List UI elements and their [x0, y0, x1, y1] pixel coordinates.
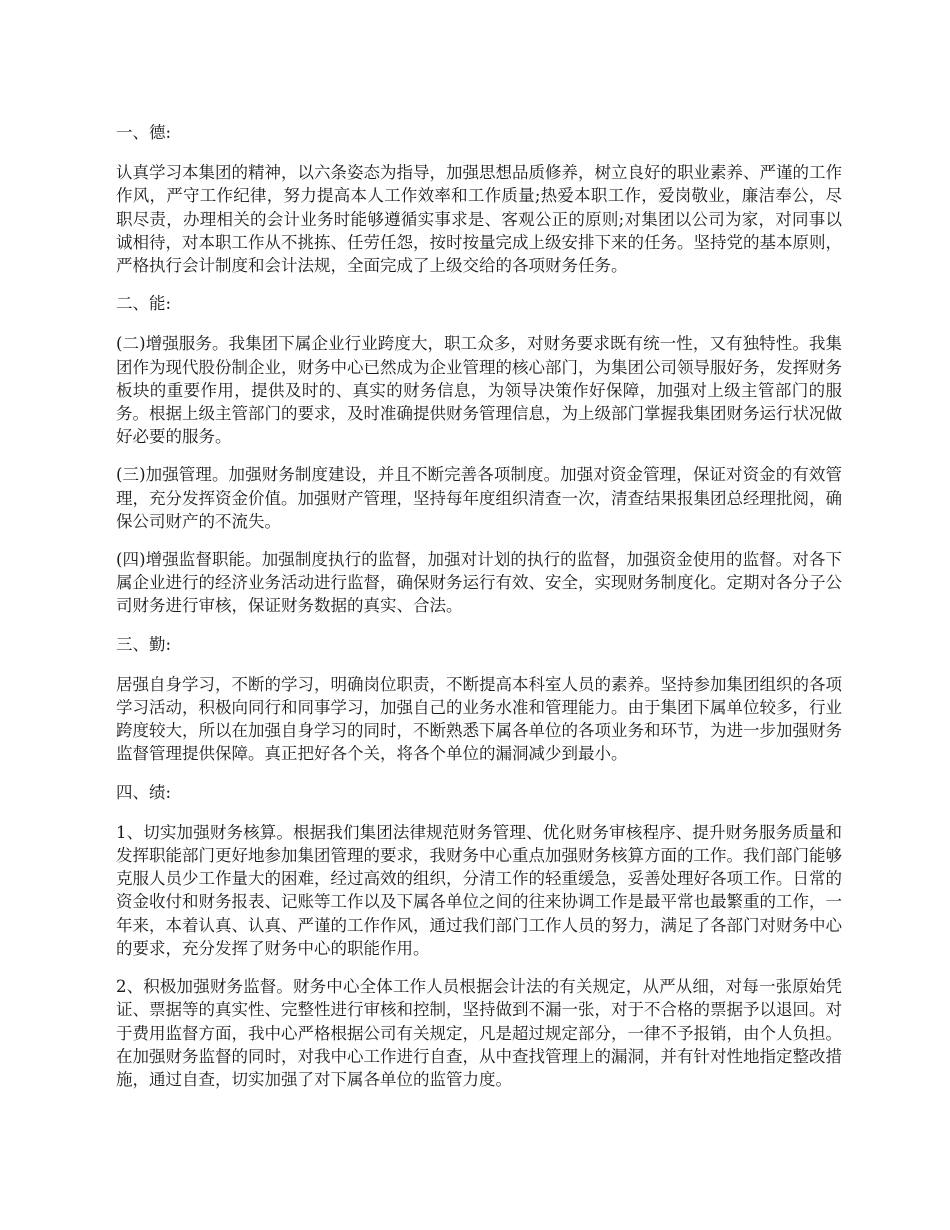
paragraph-ji-1: 1、切实加强财务核算。根据我们集团法律规范财务管理、优化财务审核程序、提升财务服务质量和发挥职能部门更好地参加集团管理的要求，我财务中心重点加强财务核算方面的工作。我们部门能够克服人员少工作量大的困难，经过高效的组织，分清工作的轻重缓急，妥善处理好各项工作。日常的资金收付和财务报表、记账等工作以及下属各单位之间的往来协调工作是最平常也最繁重的工作，一年来，本着认真、认真、严谨的工作作风，通过我们部门工作人员的努力，满足了各部门对财务中心的要求，充分发挥了财务中心的职能作用。 [116, 822, 842, 958]
paragraph-ji-2: 2、积极加强财务监督。财务中心全体工作人员根据会计法的有关规定，从严从细，对每一张原始凭证、票据等的真实性、完整性进行审核和控制，坚持做到不漏一张，对于不合格的票据予以退回。对于费用监督方面，我中心严格根据公司有关规定，凡是超过规定部分，一律不予报销，由个人负担。在加强财务监督的同时，对我中心工作进行自查，从中查找管理上的漏洞，并有针对性地指定整改措施，通过自查，切实加强了对下属各单位的监管力度。 [116, 977, 842, 1089]
document-page [116, 121, 842, 1106]
paragraph-neng-3: (四)增强监督职能。加强制度执行的监督，加强对计划的执行的监督，加强资金使用的监督。对各下属企业进行的经济业务活动进行监督，确保财务运行有效、安全，实现财务制度化。定期对各分子公司财务进行审核，保证财务数据的真实、合法。 [116, 550, 842, 616]
paragraph-de-1: 认真学习本集团的精神，以六条姿态为指导，加强思想品质修养，树立良好的职业素养、严谨的工作作风，严守工作纪律，努力提高本人工作效率和工作质量;热爱本职工作，爱岗敬业，廉洁奉公，尽职尽责，办理相关的会计业务时能够遵循实事求是、客观公正的原则;对集团以公司为家，对同事以诚相待，对本职工作从不挑拣、任劳任怨，按时按量完成上级安排下来的任务。坚持党的基本原则，严格执行会计制度和会计法规，全面完成了上级交给的各项财务任务。 [116, 163, 842, 276]
section-heading-qin: 三、勤: [116, 634, 172, 654]
section-heading-neng: 二、能: [116, 294, 172, 314]
paragraph-neng-1: (二)增强服务。我集团下属企业行业跨度大，职工众多，对财务要求既有统一性，又有独特性。我集团作为现代股份制企业，财务中心已然成为企业管理的核心部门，为集团公司领导服好务，发挥财务板块的重要作用，提供及时的、真实的财务信息，为领导决策作好保障，加强对上级主管部门的服务。根据上级主管部门的要求，及时准确提供财务管理信息，为上级部门掌握我集团财务运行状况做好必要的服务。 [116, 334, 842, 447]
paragraph-neng-2: (三)加强管理。加强财务制度建设，并且不断完善各项制度。加强对资金管理，保证对资金的有效管理，充分发挥资金价值。加强财产管理，坚持每年度组织清查一次，清查结果报集团总经理批阅，确保公司财产的不流失。 [116, 465, 842, 531]
section-heading-de: 一、德: [116, 123, 172, 142]
section-heading-ji: 四、绩: [116, 782, 172, 802]
paragraph-qin-1: 居强自身学习，不断的学习，明确岗位职责，不断提高本科室人员的素养。坚持参加集团组织的各项学习活动，积极向同行和同事学习，加强自己的业务水准和管理能力。由于集团下属单位较多，行业跨度较大，所以在加强自身学习的同时，不断熟悉下属各单位的各项业务和环节，为进一步加强财务监督管理提供保障。真正把好各个关，将各个单位的漏洞减少到最小。 [116, 674, 842, 764]
